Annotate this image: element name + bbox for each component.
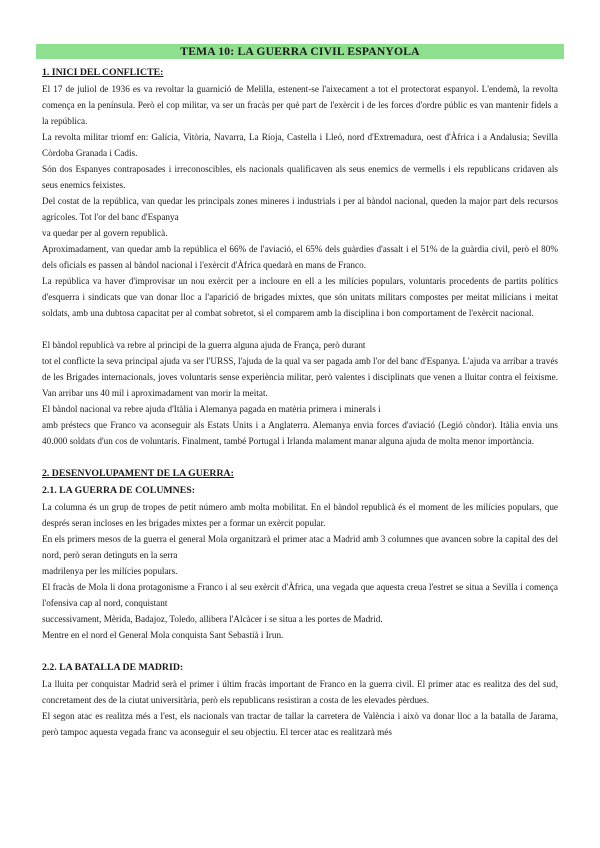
paragraph: La columna és un grup de tropes de petit número amb molta mobilitat. En el bàndol republicà és el moment de les milícies populars, que després seran incloses en les brigades mixtes per a formar un exèrcit popular. bbox=[42, 502, 558, 528]
paragraph: El fracàs de Mola li dona protagonisme a Franco i al seu exèrcit d'Àfrica, una vegada que aquesta creua l'estret se situa a Sevilla i comença l'ofensiva cap al nord, conquistant bbox=[42, 582, 558, 608]
spacer bbox=[42, 449, 558, 465]
document-body bbox=[42, 64, 558, 740]
paragraph: tot el conflicte la seva principal ajuda va ser l'URSS, l'ajuda de la qual va ser pagada amb l'or del banc d'Espanya. L'ajuda va arribar a través de les Brigades internacionals, joves voluntaris sense experiència militar, però valentes i disciplinats que venen a lluitar contra el feixisme. Van arribar uns 40 mil i aproximadament van morir la meitat. bbox=[42, 356, 558, 398]
section-heading-2: 2. DESENVOLUPAMENT DE LA GUERRA: bbox=[42, 468, 234, 479]
paragraph: successivament, Mèrida, Badajoz, Toledo, allibera l'Alcàcer i se situa a les portes de Madrid. bbox=[42, 614, 383, 624]
paragraph: Del costat de la república, van quedar les principals zones mineres i industrials i per al bàndol nacional, queden la major part dels recursos agrícoles. Tot l'or del banc d'Espanya bbox=[42, 196, 558, 222]
section-heading-1: 1. INICI DEL CONFLICTE: bbox=[42, 67, 164, 78]
paragraph: La república va haver d'improvisar un nou exèrcit per a incloure en ell a les milícies populars, voluntaris procedents de partits polítics d'esquerra i sindicats que van donar lloc a l'aparició de brigades mixtes, que són unitats militars compostes per meitat milícians i meitat soldats, amb una dubtosa capacitat per al combat sobretot, si el comparem amb la disciplina i bon comportament de l'exèrcit nacional. bbox=[42, 276, 558, 318]
paragraph: madrilenya per les milícies populars. bbox=[42, 566, 178, 576]
paragraph: El bàndol nacional va rebre ajuda d'Itàlia i Alemanya pagada en matèria primera i minerals i bbox=[42, 404, 381, 414]
spacer bbox=[42, 321, 558, 337]
subsection-heading-2-1: 2.1. LA GUERRA DE COLUMNES: bbox=[42, 485, 195, 496]
paragraph: El 17 de juliol de 1936 es va revoltar la guarnició de Melilla, estenent-se l'aixecament a tot el protectorat espanyol. L'endemà, la revolta comença en la península. Però el cop militar, va ser un fracàs per què part de l'exèrcit i de les forces d'ordre públic es van mantenir fidels a la república. bbox=[42, 84, 558, 126]
document-title: TEMA 10: LA GUERRA CIVIL ESPANYOLA bbox=[180, 45, 420, 58]
spacer bbox=[42, 643, 558, 659]
paragraph: amb préstecs que Franco va aconseguir als Estats Units i a Anglaterra. Alemanya envia forces d'aviació (Legió còndor). Itàlia envia uns 40.000 soldats d'un cos de voluntaris. Finalment, també Portugal i Irlanda malament manar alguna ajuda de molta menor importància. bbox=[42, 420, 558, 446]
subsection-heading-2-2: 2.2. LA BATALLA DE MADRID: bbox=[42, 662, 184, 673]
paragraph: La lluita per conquistar Madrid serà el primer i últim fracàs important de Franco en la guerra civil. El primer atac es realitza des del sud, concretament des de la ciutat universitària, però els republicans resistiran a costa de les elevades pèrdues. bbox=[42, 679, 558, 705]
paragraph: Aproximadament, van quedar amb la república el 66% de l'aviació, el 65% dels guàrdies d'assalt i el 51% de la guàrdia civil, però el 80% dels oficials es passen al bàndol nacional i l'exèrcit d'Àfrica quedarà en mans de Franco. bbox=[42, 244, 558, 270]
paragraph: Mentre en el nord el General Mola conquista Sant Sebastià i Irun. bbox=[42, 630, 284, 640]
paragraph: va quedar per al govern republicà. bbox=[42, 228, 168, 238]
paragraph: El segon atac es realitza més a l'est, els nacionals van tractar de tallar la carretera de València i això va donar lloc a la batalla de Jarama, però tampoc aquesta vegada franc va aconseguir el seu objectiu. El tercer atac es realitzarà més bbox=[42, 711, 558, 737]
paragraph: Són dos Espanyes contraposades i irreconoscibles, els nacionals qualificaven als seus enemics de vermells i els republicans cridaven als seus enemics feixistes. bbox=[42, 164, 558, 190]
paragraph: En els primers mesos de la guerra el general Mola organitzarà el primer atac a Madrid amb 3 columnes que avancen sobre la capital des del nord, però seran detinguts en la serra bbox=[42, 534, 558, 560]
paragraph: El bàndol republicà va rebre al principi de la guerra alguna ajuda de França, però durant bbox=[42, 340, 366, 350]
paragraph: La revolta militar triomf en: Galícia, Vitòria, Navarra, La Rioja, Castella i Lleó, nord d'Extremadura, oest d'Àfrica i a Andalusia; Sevilla Còrdoba Granada i Cadis. bbox=[42, 132, 558, 158]
